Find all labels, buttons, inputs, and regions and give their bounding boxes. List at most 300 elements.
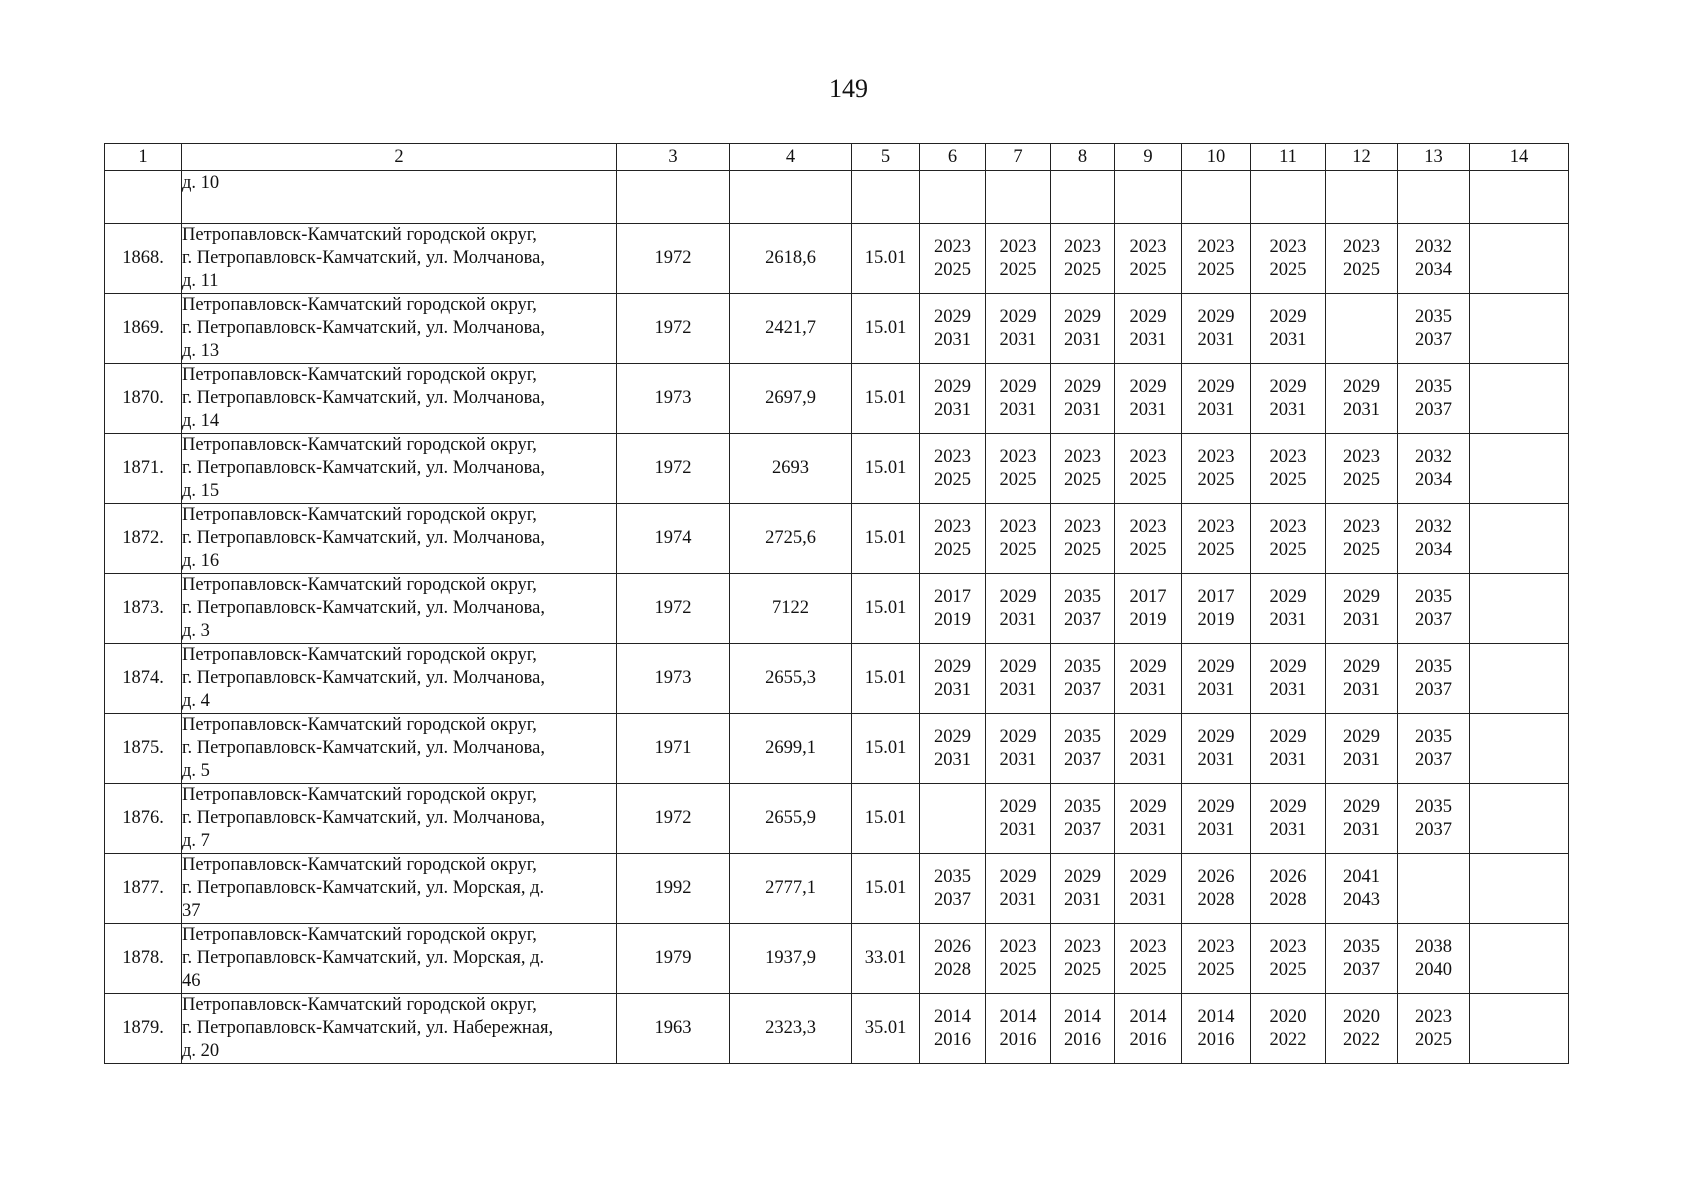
notes-cell	[1470, 574, 1569, 644]
area-cell: 2655,3	[730, 644, 852, 714]
period-cell	[1398, 504, 1470, 574]
period-value: 2029 2031	[1269, 586, 1307, 630]
area-cell: 2421,7	[730, 294, 852, 364]
table-row	[105, 854, 1569, 924]
period-value: 2029 2031	[999, 656, 1037, 700]
period-value: 2026 2028	[934, 936, 971, 980]
period-cell	[1398, 994, 1470, 1064]
row-number-cell: 1873.	[105, 574, 182, 644]
address-line: д. 4	[182, 691, 210, 711]
period-value: 2035 2037	[1415, 656, 1452, 700]
address-line: Петропавловск-Камчатский городской округ,	[182, 365, 537, 385]
period-value: 2041 2043	[1343, 866, 1380, 910]
period-cell	[986, 714, 1051, 784]
period-value: 2029 2031	[1343, 656, 1380, 700]
period-value: 2029 2031	[1197, 656, 1235, 700]
period-value: 2029 2031	[999, 726, 1037, 770]
row-number-cell: 1872.	[105, 504, 182, 574]
period-cell	[920, 994, 986, 1064]
table-row	[105, 714, 1569, 784]
period-cell	[1051, 224, 1115, 294]
period-cell	[920, 504, 986, 574]
period-cell	[1182, 784, 1251, 854]
period-cell	[1398, 854, 1470, 924]
table-row	[105, 994, 1569, 1064]
address-line: Петропавловск-Камчатский городской округ,	[182, 225, 537, 245]
column-header: 12	[1326, 144, 1398, 171]
period-value: 2026 2028	[1197, 866, 1235, 910]
period-cell	[1182, 171, 1251, 224]
period-value: 2023 2025	[1197, 236, 1235, 280]
period-value: 2020 2022	[1269, 1006, 1307, 1050]
row-number-cell: 1876.	[105, 784, 182, 854]
column-header: 10	[1182, 144, 1251, 171]
period-cell	[920, 574, 986, 644]
period-cell	[1182, 854, 1251, 924]
period-value: 2029 2031	[1064, 866, 1101, 910]
column-header: 7	[986, 144, 1051, 171]
period-value: 2023 2025	[1129, 446, 1167, 490]
column-header: 3	[617, 144, 730, 171]
address-line: д. 16	[182, 551, 220, 571]
row-number-cell: 1869.	[105, 294, 182, 364]
period-value: 2029 2031	[1197, 726, 1235, 770]
period-value: 2029 2031	[1343, 796, 1380, 840]
area-cell: 1937,9	[730, 924, 852, 994]
code-cell: 15.01	[852, 434, 920, 504]
period-value: 2020 2022	[1343, 1006, 1380, 1050]
area-cell: 7122	[730, 574, 852, 644]
period-cell	[1398, 784, 1470, 854]
period-value: 2029 2031	[1269, 796, 1307, 840]
address-cell	[182, 294, 617, 364]
notes-cell	[1470, 364, 1569, 434]
continuation-row	[105, 171, 1569, 224]
period-value: 2029 2031	[1064, 376, 1101, 420]
period-cell	[1251, 171, 1326, 224]
code-cell: 15.01	[852, 574, 920, 644]
period-cell	[1051, 364, 1115, 434]
address-line: г. Петропавловск-Камчатский, ул. Молчанова,	[182, 248, 545, 268]
period-cell	[1051, 784, 1115, 854]
address-cell	[182, 644, 617, 714]
period-value: 2029 2031	[1129, 796, 1167, 840]
period-value: 2029 2031	[1064, 306, 1101, 350]
period-cell	[1051, 714, 1115, 784]
period-value: 2014 2016	[1064, 1006, 1101, 1050]
period-cell	[920, 644, 986, 714]
year-cell: 1973	[617, 644, 730, 714]
notes-cell	[1470, 854, 1569, 924]
period-cell	[1115, 224, 1182, 294]
period-cell	[1182, 574, 1251, 644]
period-cell	[1115, 434, 1182, 504]
period-cell	[1182, 994, 1251, 1064]
period-cell	[1398, 434, 1470, 504]
notes-cell	[1470, 504, 1569, 574]
period-value: 2032 2034	[1415, 516, 1452, 560]
address-line: г. Петропавловск-Камчатский, ул. Молчанова,	[182, 738, 545, 758]
period-value: 2035 2037	[1064, 656, 1101, 700]
period-cell	[1182, 924, 1251, 994]
period-cell	[1251, 994, 1326, 1064]
code-cell: 15.01	[852, 784, 920, 854]
column-header: 5	[852, 144, 920, 171]
period-cell	[1326, 854, 1398, 924]
address-line: д. 13	[182, 341, 220, 361]
address-cell	[182, 784, 617, 854]
address-line: г. Петропавловск-Камчатский, ул. Молчанова,	[182, 318, 545, 338]
period-cell	[1251, 364, 1326, 434]
period-cell	[920, 854, 986, 924]
notes-cell	[1470, 714, 1569, 784]
row-number-cell: 1878.	[105, 924, 182, 994]
address-cell	[182, 434, 617, 504]
period-cell	[920, 714, 986, 784]
period-value: 2035 2037	[1415, 376, 1452, 420]
address-cell	[182, 224, 617, 294]
period-value: 2029 2031	[1269, 376, 1307, 420]
period-cell	[986, 574, 1051, 644]
year-cell: 1979	[617, 924, 730, 994]
year-cell: 1972	[617, 574, 730, 644]
period-cell	[1115, 644, 1182, 714]
period-value: 2023 2025	[1064, 936, 1101, 980]
period-value: 2023 2025	[1064, 236, 1101, 280]
period-cell	[1326, 924, 1398, 994]
year-cell: 1973	[617, 364, 730, 434]
notes-cell	[1470, 171, 1569, 224]
period-cell	[920, 924, 986, 994]
year-cell: 1972	[617, 294, 730, 364]
period-cell	[986, 434, 1051, 504]
period-value: 2029 2031	[1269, 656, 1307, 700]
period-value: 2029 2031	[1269, 726, 1307, 770]
period-value: 2023 2025	[1415, 1006, 1452, 1050]
period-value: 2035 2037	[1064, 796, 1101, 840]
address-line: д. 11	[182, 271, 219, 291]
period-value: 2023 2025	[999, 236, 1037, 280]
period-value: 2023 2025	[999, 446, 1037, 490]
period-cell	[1326, 224, 1398, 294]
address-line: г. Петропавловск-Камчатский, ул. Молчанова,	[182, 668, 545, 688]
period-value: 2035 2037	[1343, 936, 1380, 980]
address-line: Петропавловск-Камчатский городской округ,	[182, 925, 537, 945]
row-number-cell: 1879.	[105, 994, 182, 1064]
period-value: 2023 2025	[1129, 236, 1167, 280]
period-value: 2029 2031	[934, 656, 971, 700]
address-line: г. Петропавловск-Камчатский, ул. Молчанова,	[182, 808, 545, 828]
address-cell	[182, 504, 617, 574]
period-cell	[1051, 644, 1115, 714]
address-line: г. Петропавловск-Камчатский, ул. Морская, д.	[182, 948, 545, 968]
period-cell	[986, 294, 1051, 364]
address-line: г. Петропавловск-Камчатский, ул. Молчанова,	[182, 528, 545, 548]
notes-cell	[1470, 434, 1569, 504]
period-value: 2029 2031	[1129, 376, 1167, 420]
table-row	[105, 224, 1569, 294]
row-number-cell: 1874.	[105, 644, 182, 714]
year-cell	[617, 171, 730, 224]
period-cell	[1115, 364, 1182, 434]
period-value: 2035 2037	[1415, 586, 1452, 630]
period-cell	[1182, 434, 1251, 504]
period-cell	[920, 294, 986, 364]
period-cell	[1115, 854, 1182, 924]
row-number-cell: 1875.	[105, 714, 182, 784]
period-value: 2029 2031	[934, 726, 971, 770]
table-row	[105, 574, 1569, 644]
year-cell: 1972	[617, 434, 730, 504]
period-cell	[1398, 364, 1470, 434]
period-cell	[1326, 434, 1398, 504]
period-value: 2017 2019	[1129, 586, 1167, 630]
period-cell	[1115, 504, 1182, 574]
period-cell	[986, 644, 1051, 714]
table-row	[105, 364, 1569, 434]
code-cell: 15.01	[852, 854, 920, 924]
address-line: Петропавловск-Камчатский городской округ,	[182, 505, 537, 525]
notes-cell	[1470, 784, 1569, 854]
period-value: 2035 2037	[1064, 586, 1101, 630]
period-cell	[920, 364, 986, 434]
code-cell: 15.01	[852, 714, 920, 784]
period-value: 2029 2031	[1129, 656, 1167, 700]
period-cell	[1182, 644, 1251, 714]
period-value: 2023 2025	[934, 516, 971, 560]
code-cell: 15.01	[852, 644, 920, 714]
column-header: 6	[920, 144, 986, 171]
column-header: 2	[182, 144, 617, 171]
address-line: Петропавловск-Камчатский городской округ,	[182, 575, 537, 595]
period-value: 2029 2031	[1269, 306, 1307, 350]
period-cell	[1051, 994, 1115, 1064]
period-value: 2029 2031	[1343, 586, 1380, 630]
period-cell	[986, 364, 1051, 434]
period-cell	[1326, 171, 1398, 224]
period-value: 2023 2025	[1269, 936, 1307, 980]
period-cell	[1326, 994, 1398, 1064]
period-value: 2029 2031	[1129, 726, 1167, 770]
period-cell	[1115, 924, 1182, 994]
address-line: Петропавловск-Камчатский городской округ,	[182, 715, 537, 735]
address-cell	[182, 924, 617, 994]
period-cell	[920, 784, 986, 854]
code-cell: 15.01	[852, 504, 920, 574]
period-cell	[1326, 364, 1398, 434]
period-value: 2023 2025	[1197, 446, 1235, 490]
address-line: д. 7	[182, 831, 210, 851]
period-cell	[986, 171, 1051, 224]
period-value: 2023 2025	[999, 936, 1037, 980]
period-value: 2023 2025	[1197, 936, 1235, 980]
table-row	[105, 924, 1569, 994]
period-value: 2035 2037	[1415, 796, 1452, 840]
period-value: 2014 2016	[999, 1006, 1037, 1050]
period-cell	[1398, 924, 1470, 994]
address-cell: д. 10	[182, 171, 617, 224]
address-line: д. 5	[182, 761, 210, 781]
period-value: 2017 2019	[1197, 586, 1235, 630]
column-header: 13	[1398, 144, 1470, 171]
period-cell	[1326, 504, 1398, 574]
address-cell	[182, 994, 617, 1064]
address-line: г. Петропавловск-Камчатский, ул. Набережная,	[182, 1018, 554, 1038]
period-value: 2035 2037	[1064, 726, 1101, 770]
period-value: 2029 2031	[999, 306, 1037, 350]
address-line: 46	[182, 971, 201, 991]
year-cell: 1972	[617, 784, 730, 854]
period-cell	[1182, 224, 1251, 294]
period-cell	[1115, 784, 1182, 854]
period-cell	[1398, 224, 1470, 294]
period-cell	[1398, 294, 1470, 364]
address-cell	[182, 854, 617, 924]
period-cell	[1051, 171, 1115, 224]
period-cell	[1051, 294, 1115, 364]
period-value: 2023 2025	[1343, 516, 1380, 560]
period-cell	[1251, 924, 1326, 994]
address-cell	[182, 714, 617, 784]
period-cell	[1398, 714, 1470, 784]
period-cell	[1251, 574, 1326, 644]
period-value: 2023 2025	[934, 236, 971, 280]
notes-cell	[1470, 994, 1569, 1064]
code-cell: 35.01	[852, 994, 920, 1064]
period-cell	[920, 224, 986, 294]
address-line: д. 14	[182, 411, 220, 431]
period-cell	[1326, 294, 1398, 364]
period-cell	[1326, 714, 1398, 784]
period-value: 2029 2031	[999, 376, 1037, 420]
column-header: 14	[1470, 144, 1569, 171]
column-header: 1	[105, 144, 182, 171]
period-value: 2023 2025	[1064, 516, 1101, 560]
address-line: г. Петропавловск-Камчатский, ул. Морская, д.	[182, 878, 545, 898]
column-header: 8	[1051, 144, 1115, 171]
period-cell	[1182, 294, 1251, 364]
period-value: 2029 2031	[999, 586, 1037, 630]
table-row	[105, 294, 1569, 364]
period-value: 2014 2016	[1129, 1006, 1167, 1050]
period-value: 2014 2016	[1197, 1006, 1235, 1050]
address-line: г. Петропавловск-Камчатский, ул. Молчанова,	[182, 598, 545, 618]
code-cell: 33.01	[852, 924, 920, 994]
period-cell	[1251, 504, 1326, 574]
period-value: 2023 2025	[1197, 516, 1235, 560]
address-line: 37	[182, 901, 201, 921]
code-cell	[852, 171, 920, 224]
period-cell	[1051, 574, 1115, 644]
table-row	[105, 784, 1569, 854]
period-cell	[1115, 574, 1182, 644]
period-cell	[1051, 854, 1115, 924]
period-cell	[1115, 714, 1182, 784]
period-cell	[920, 434, 986, 504]
area-cell	[730, 171, 852, 224]
period-value: 2029 2031	[1129, 866, 1167, 910]
period-value: 2029 2031	[1343, 376, 1380, 420]
row-number-cell: 1870.	[105, 364, 182, 434]
column-header: 9	[1115, 144, 1182, 171]
address-cell	[182, 364, 617, 434]
period-value: 2023 2025	[1269, 516, 1307, 560]
year-cell: 1972	[617, 224, 730, 294]
year-cell: 1974	[617, 504, 730, 574]
address-line: д. 20	[182, 1041, 220, 1061]
period-value: 2023 2025	[1343, 236, 1380, 280]
period-value: 2023 2025	[1343, 446, 1380, 490]
period-value: 2023 2025	[999, 516, 1037, 560]
address-line: д. 15	[182, 481, 220, 501]
period-cell	[1051, 504, 1115, 574]
period-value: 2023 2025	[1064, 446, 1101, 490]
address-line: д. 3	[182, 621, 210, 641]
code-cell: 15.01	[852, 294, 920, 364]
period-cell	[986, 854, 1051, 924]
row-number-cell: 1871.	[105, 434, 182, 504]
column-header: 4	[730, 144, 852, 171]
period-cell	[1398, 171, 1470, 224]
period-cell	[1182, 714, 1251, 784]
period-cell	[1251, 854, 1326, 924]
address-line: Петропавловск-Камчатский городской округ,	[182, 995, 537, 1015]
period-value: 2023 2025	[1269, 236, 1307, 280]
notes-cell	[1470, 644, 1569, 714]
code-cell: 15.01	[852, 224, 920, 294]
year-cell: 1971	[617, 714, 730, 784]
period-value: 2038 2040	[1415, 936, 1452, 980]
period-value: 2026 2028	[1269, 866, 1307, 910]
area-cell: 2697,9	[730, 364, 852, 434]
period-cell	[1182, 504, 1251, 574]
year-cell: 1963	[617, 994, 730, 1064]
period-value: 2023 2025	[1129, 516, 1167, 560]
period-cell	[986, 994, 1051, 1064]
period-value: 2029 2031	[1197, 306, 1235, 350]
year-cell: 1992	[617, 854, 730, 924]
table-row	[105, 644, 1569, 714]
period-cell	[1251, 644, 1326, 714]
area-cell: 2618,6	[730, 224, 852, 294]
period-value: 2023 2025	[934, 446, 971, 490]
period-value: 2029 2031	[1343, 726, 1380, 770]
row-number-cell	[105, 171, 182, 224]
table-row	[105, 504, 1569, 574]
period-value: 2023 2025	[1129, 936, 1167, 980]
period-cell	[1326, 784, 1398, 854]
period-value: 2035 2037	[1415, 726, 1452, 770]
period-value: 2023 2025	[1269, 446, 1307, 490]
period-cell	[1251, 434, 1326, 504]
area-cell: 2725,6	[730, 504, 852, 574]
area-cell: 2323,3	[730, 994, 852, 1064]
period-value: 2029 2031	[1197, 796, 1235, 840]
area-cell: 2699,1	[730, 714, 852, 784]
period-cell	[1251, 714, 1326, 784]
page-number: 149	[829, 74, 868, 103]
period-value: 2029 2031	[999, 866, 1037, 910]
period-value: 2029 2031	[999, 796, 1037, 840]
period-value: 2035 2037	[1415, 306, 1452, 350]
period-cell	[1115, 171, 1182, 224]
address-line: г. Петропавловск-Камчатский, ул. Молчанова,	[182, 458, 545, 478]
table-row	[105, 434, 1569, 504]
address-line: Петропавловск-Камчатский городской округ,	[182, 435, 537, 455]
period-cell	[1051, 434, 1115, 504]
period-cell	[986, 224, 1051, 294]
period-value: 2029 2031	[1197, 376, 1235, 420]
